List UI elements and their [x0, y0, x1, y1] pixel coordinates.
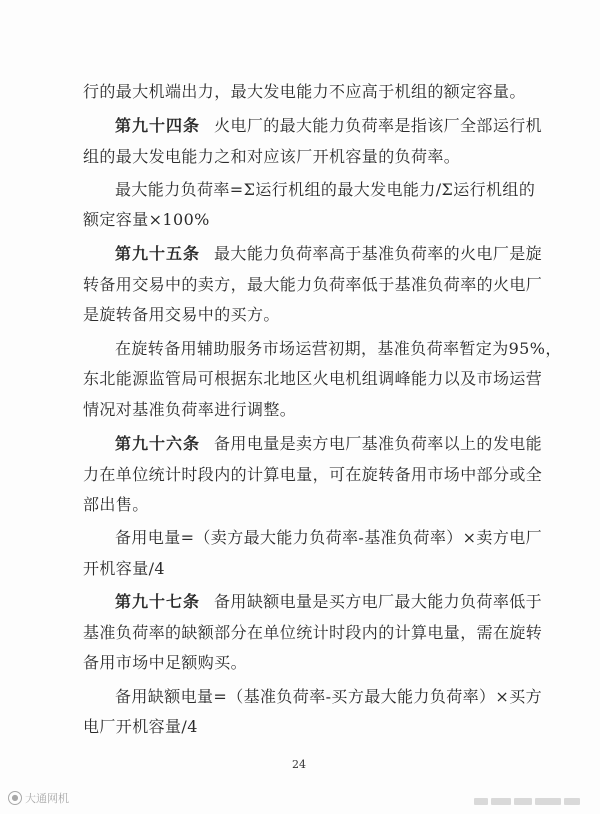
article-97-first-line: 第九十七条 备用缺额电量是买方电厂最大能力负荷率低于 [115, 592, 543, 611]
article-96-first-line: 第九十六条 备用电量是卖方电厂基准负荷率以上的发电能 [115, 434, 543, 453]
article-number: 第九十四条 [115, 116, 201, 135]
article-number: 第九十七条 [115, 592, 201, 611]
watermark [8, 790, 69, 806]
article-95-first-line: 第九十五条 最大能力负荷率高于基准负荷率的火电厂是旋 [115, 244, 543, 263]
watermark-text: 大通网机 [25, 792, 69, 805]
chat-bubble-icon: ● [8, 791, 22, 805]
article-94-first-line: 第九十四条 火电厂的最大能力负荷率是指该厂全部运行机 [115, 116, 543, 135]
article-number: 第九十五条 [115, 244, 201, 263]
formula-line: 开机容量/4 [83, 559, 165, 578]
formula-line: 最大能力负荷率=Σ运行机组的最大发电能力/Σ运行机组的 [115, 180, 536, 199]
text-line: 部出售。 [83, 495, 149, 514]
text-line: 备用市场中足额购买。 [83, 653, 248, 672]
text-line: 组的最大发电能力之和对应该厂开机容量的负荷率。 [83, 147, 461, 166]
text-line: 情况对基准负荷率进行调整。 [83, 400, 297, 419]
page-number: 24 [292, 758, 306, 771]
formula-line: 额定容量×100% [83, 210, 210, 229]
text-line: 转备用交易中的卖方，最大能力负荷率低于基准负荷率的火电厂 [83, 275, 543, 294]
formula-line: 电厂开机容量/4 [83, 717, 198, 736]
text-line: 东北能源监管局可根据东北地区火电机组调峰能力以及市场运营 [83, 369, 543, 388]
formula-line: 备用电量=（卖方最大能力负荷率-基准负荷率）×卖方电厂 [115, 528, 543, 547]
formula-line: 备用缺额电量=（基准负荷率-买方最大能力负荷率）×买方 [115, 687, 543, 706]
watermark-blur [474, 798, 592, 806]
article-number: 第九十六条 [115, 434, 201, 453]
text-line: 基准负荷率的缺额部分在单位统计时段内的计算电量，需在旋转 [83, 623, 543, 642]
text-line: 行的最大机端出力，最大发电能力不应高于机组的额定容量。 [83, 82, 526, 101]
text-line: 力在单位统计时段内的计算电量，可在旋转备用市场中部分或全 [83, 465, 543, 484]
text-line: 在旋转备用辅助服务市场运营初期，基准负荷率暂定为95%， [115, 339, 562, 358]
text-line: 是旋转备用交易中的买方。 [83, 305, 280, 324]
